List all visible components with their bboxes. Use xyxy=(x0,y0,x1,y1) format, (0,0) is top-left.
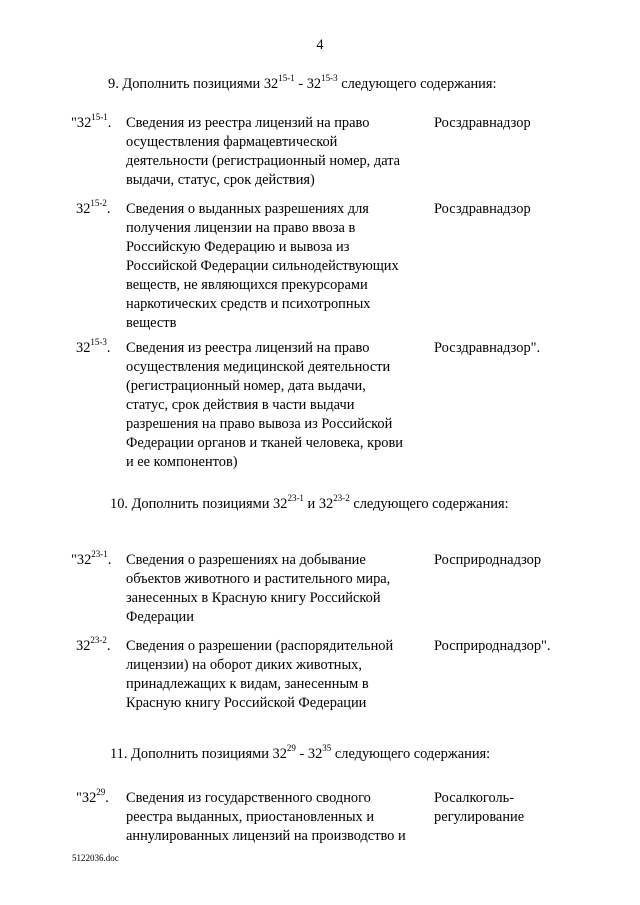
code-text: . xyxy=(105,790,109,806)
description-line: Красную книгу Российской Федерации xyxy=(126,695,367,711)
agency-line: Росздравнадзор xyxy=(434,201,531,217)
entry-agency-32-23-1 xyxy=(434,551,541,570)
description-line: Российскую Федерацию и вывоза из xyxy=(126,239,350,255)
heading-text: 9. Дополнить позициями 32 xyxy=(108,76,279,92)
heading-text: 11. Дополнить позициями 32 xyxy=(110,746,287,762)
description-line: реестра выданных, приостановленных и xyxy=(126,809,375,825)
entry-agency-32-29 xyxy=(434,789,524,827)
description-line: аннулированных лицензий на производство и xyxy=(126,828,406,844)
description-line: Российской Федерации сильнодействующих xyxy=(126,258,399,274)
entry-description-32-15-1 xyxy=(126,114,426,190)
description-line: лицензии) на оборот диких животных, xyxy=(126,657,362,673)
heading-text: и 32 xyxy=(303,496,334,512)
description-line: Сведения из реестра лицензий на право xyxy=(126,340,370,356)
description-line: веществ xyxy=(126,315,177,331)
description-line: (регистрационный номер, дата выдачи, xyxy=(126,378,366,394)
description-line: осуществления фармацевтической xyxy=(126,134,338,150)
heading-sup: 35 xyxy=(322,743,332,754)
code-text: . xyxy=(107,552,112,568)
description-line: разрешения на право вывоза из Российской xyxy=(126,416,393,432)
entry-code-32-23-1 xyxy=(71,551,111,570)
description-line: Федерации органов и тканей человека, крови xyxy=(126,435,403,451)
agency-line: Росприроднадзор xyxy=(434,552,542,568)
heading-text: 10. Дополнить позициями 32 xyxy=(110,496,288,512)
page-number: 4 xyxy=(316,37,324,53)
document-filename: 5122036.doc xyxy=(72,853,119,863)
heading-sup: 23-1 xyxy=(287,493,304,504)
heading-sup: 15-3 xyxy=(321,73,338,84)
description-line: Сведения о разрешениях на добывание xyxy=(126,552,366,568)
entry-code-32-15-3 xyxy=(76,339,111,358)
description-line: статус, срок действия в части выдачи xyxy=(126,397,355,413)
heading-sup: 15-1 xyxy=(278,73,295,84)
code-text: "32 xyxy=(76,790,97,806)
entry-agency-32-15-2 xyxy=(434,200,531,219)
code-sup: 15-3 xyxy=(90,337,107,348)
description-line: деятельности (регистрационный номер, дата xyxy=(126,153,401,169)
entry-code-32-15-2 xyxy=(76,200,111,219)
description-line: осуществления медицинской деятельности xyxy=(126,359,391,375)
entry-code-32-23-2 xyxy=(76,637,111,656)
entry-description-32-29 xyxy=(126,789,426,846)
description-line: Сведения из государственного сводного xyxy=(126,790,371,806)
description-line: Сведения о выданных разрешениях для xyxy=(126,201,369,217)
entry-agency-32-15-1 xyxy=(434,114,531,133)
code-text: . xyxy=(107,115,112,131)
entry-description-32-15-2 xyxy=(126,200,426,333)
code-sup: 29 xyxy=(96,787,106,798)
entry-agency-32-23-2 xyxy=(434,637,551,656)
code-text: 32 xyxy=(76,638,91,654)
code-text: "32 xyxy=(71,552,92,568)
heading-sup: 29 xyxy=(286,743,296,754)
heading-text: - 32 xyxy=(294,76,322,92)
entry-code-32-15-1 xyxy=(71,114,111,133)
agency-line: Росприроднадзор". xyxy=(434,638,551,654)
agency-line: регулирование xyxy=(434,809,525,825)
entry-description-32-15-3 xyxy=(126,339,426,472)
description-line: принадлежащих к видам, занесенным в xyxy=(126,676,369,692)
entry-description-32-23-2 xyxy=(126,637,426,713)
description-line: выдачи, статус, срок действия) xyxy=(126,172,315,188)
description-line: веществ, не являющихся прекурсорами xyxy=(126,277,368,293)
description-line: Федерации xyxy=(126,609,194,625)
code-text: "32 xyxy=(71,115,92,131)
heading-text: следующего содержания: xyxy=(331,746,491,762)
description-line: объектов животного и растительного мира, xyxy=(126,571,391,587)
code-text: . xyxy=(106,638,111,654)
heading-sup: 23-2 xyxy=(333,493,350,504)
code-text: . xyxy=(106,340,111,356)
code-sup: 15-1 xyxy=(91,112,108,123)
section-9-heading xyxy=(108,75,497,94)
code-sup: 23-1 xyxy=(91,549,108,560)
description-line: Сведения о разрешении (распорядительной xyxy=(126,638,394,654)
code-sup: 15-2 xyxy=(90,198,107,209)
description-line: наркотических средств и психотропных xyxy=(126,296,371,312)
code-text: . xyxy=(106,201,111,217)
heading-text: - 32 xyxy=(295,746,323,762)
description-line: и ее компонентов) xyxy=(126,454,238,470)
agency-line: Росздравнадзор xyxy=(434,115,531,131)
heading-text: следующего содержания: xyxy=(337,76,497,92)
section-10-heading xyxy=(110,495,509,514)
agency-line: Росалкоголь- xyxy=(434,790,514,806)
description-line: получения лицензии на право ввоза в xyxy=(126,220,356,236)
code-text: 32 xyxy=(76,340,91,356)
code-sup: 23-2 xyxy=(90,635,107,646)
description-line: Сведения из реестра лицензий на право xyxy=(126,115,370,131)
agency-line: Росздравнадзор". xyxy=(434,340,541,356)
description-line: занесенных в Красную книгу Российской xyxy=(126,590,381,606)
heading-text: следующего содержания: xyxy=(349,496,509,512)
section-11-heading xyxy=(110,745,490,764)
entry-code-32-29 xyxy=(76,789,109,808)
entry-description-32-23-1 xyxy=(126,551,426,627)
code-text: 32 xyxy=(76,201,91,217)
entry-agency-32-15-3 xyxy=(434,339,540,358)
